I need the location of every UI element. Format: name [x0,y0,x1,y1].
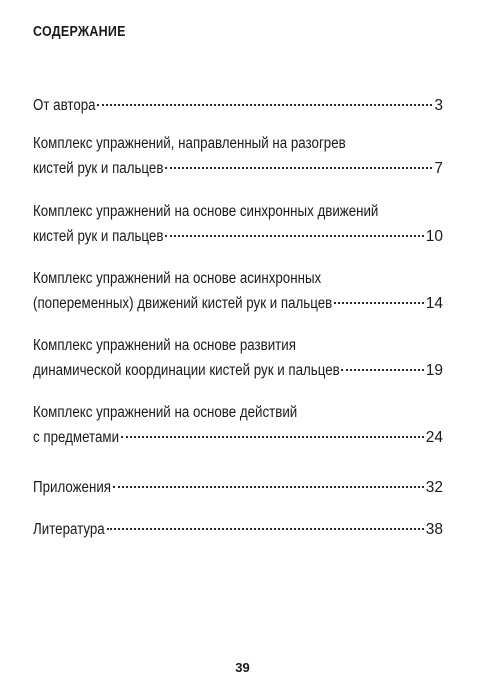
toc-entry-page: 19 [425,362,443,379]
toc-entry-page: 7 [434,160,443,177]
toc-entry [33,517,443,542]
toc-entry-title-line: Комплекс упражнений на основе действий [33,404,298,421]
dot-leader [165,166,432,169]
toc-entry [33,199,443,249]
dot-leader [341,368,423,371]
toc-entry-page: 3 [434,97,443,114]
toc-entry-page: 32 [425,479,443,496]
toc-entry-page: 24 [425,429,443,446]
dot-leader [113,485,424,488]
toc-entry [33,333,443,383]
toc-entry-page: 10 [425,228,443,245]
dot-leader [165,234,424,237]
toc-entry-page: 38 [425,521,443,538]
toc-entry-title: (попеременных) движений кистей рук и пальцев [33,295,333,312]
toc-entry-title: динамической координации кистей рук и пальцев [33,362,340,379]
dot-leader [334,301,424,304]
toc-entry-title-line: Комплекс упражнений, направленный на разогрев [33,135,346,152]
toc-entry [33,131,443,181]
toc-entry-title: Приложения [33,479,111,496]
toc-entry [33,400,443,450]
toc-entry-title-line: Комплекс упражнений на основе развития [33,337,296,354]
toc-entry [33,93,443,118]
page-number: 39 [235,660,250,675]
toc-entry-title-line: Комплекс упражнений на основе синхронных движений [33,203,379,220]
toc-entry-title: От автора [33,97,96,114]
toc-entry-title: с предметами [33,429,120,446]
toc-entry-page: 14 [425,295,443,312]
toc-entry-title: кистей рук и пальцев [33,160,164,177]
toc-entry-title: Литература [33,521,105,538]
toc-entry-title: кистей рук и пальцев [33,228,164,245]
toc-entry-title-line: Комплекс упражнений на основе асинхронных [33,270,322,287]
toc-entry [33,475,443,500]
dot-leader [121,435,424,438]
dot-leader [107,527,424,530]
toc-heading: СОДЕРЖАНИЕ [33,24,126,40]
toc-entry [33,266,443,316]
dot-leader [97,103,432,106]
